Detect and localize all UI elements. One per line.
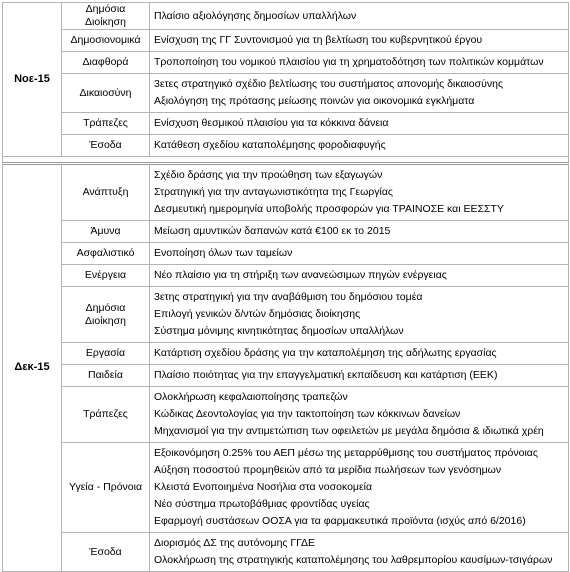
items-cell bbox=[150, 113, 569, 135]
action-item: Αύξηση ποσοστού προμηθειών από τα μερίδια πωλήσεων των γενόσημων bbox=[154, 464, 502, 477]
table-row bbox=[3, 343, 569, 365]
reform-schedule-table bbox=[2, 2, 569, 572]
action-item: Δεσμευτική ημερομηνία υποβολής προσφορών για ΤΡΑΙΝΟΣΕ και ΕΕΣΣΤΥ bbox=[154, 203, 504, 216]
category-label: Ανάπτυξη bbox=[62, 164, 150, 221]
action-item: Πλαίσιο αξιολόγησης δημοσίων υπαλλήλων bbox=[154, 9, 357, 22]
category-label: Άμυνα bbox=[62, 221, 150, 243]
month-label: Νοε-15 bbox=[3, 3, 62, 157]
table-row bbox=[3, 243, 569, 265]
action-item: Σχέδιο δράσης για την προώθηση των εξαγωγών bbox=[154, 169, 383, 182]
action-item: Πλαίσιο ποιότητας για την επαγγελματική εκπαίδευση και κατάρτιση (ΕΕΚ) bbox=[154, 369, 498, 382]
action-item: Στρατηγική για την ανταγωνιστικότητα της Γεωργίας bbox=[154, 186, 393, 199]
action-item: Ολοκλήρωση κεφαλαιοποίησης τραπεζών bbox=[154, 391, 348, 404]
month-label: Δεκ-15 bbox=[3, 164, 62, 572]
items-cell bbox=[150, 164, 569, 221]
action-item: Μηχανισμοί για την αντιμετώπιση των οφειλετών με μεγάλα δημόσια & ιδιωτικά χρέη bbox=[154, 425, 544, 438]
action-item: Κατάθεση σχεδίου καταπολέμησης φοροδιαφυγής bbox=[154, 139, 386, 152]
category-label: Έσοδα bbox=[62, 135, 150, 157]
items-cell bbox=[150, 243, 569, 265]
category-label: Τράπεζες bbox=[62, 113, 150, 135]
action-item: Επιλογή γενικών δ/ντών δημόσιας διοίκησης bbox=[154, 308, 361, 321]
table-row bbox=[3, 113, 569, 135]
table-row bbox=[3, 221, 569, 243]
table-row bbox=[3, 443, 569, 533]
table-row bbox=[3, 164, 569, 221]
items-cell bbox=[150, 3, 569, 30]
items-cell bbox=[150, 265, 569, 287]
group-separator bbox=[3, 157, 569, 164]
action-item: Διορισμός ΔΣ της αυτόνομης ΓΓΔΕ bbox=[154, 537, 316, 550]
table-row bbox=[3, 135, 569, 157]
items-cell bbox=[150, 221, 569, 243]
action-item: Ολοκλήρωση της στρατηγικής καταπολέμησης του λαθρεμπορίου καυσίμων-τσιγάρων bbox=[154, 554, 553, 567]
items-cell bbox=[150, 52, 569, 74]
action-item: 3ετης στρατηγική για την αναβάθμιση του δημόσιου τομέα bbox=[154, 291, 423, 304]
action-item: Εφαρμογή συστάσεων ΟΟΣΑ για τα φαρμακευτικά προϊόντα (ισχύς από 6/2016) bbox=[154, 515, 526, 528]
table-row bbox=[3, 52, 569, 74]
items-cell bbox=[150, 343, 569, 365]
action-item: Ενίσχυση θεσμικού πλαισίου για τα κόκκινα δάνεια bbox=[154, 117, 389, 130]
table-row bbox=[3, 287, 569, 343]
table-row bbox=[3, 365, 569, 387]
action-item: Ενίσχυση της ΓΓ Συντονισμού για τη βελτίωση του κυβερνητικού έργου bbox=[154, 34, 483, 47]
table-row bbox=[3, 533, 569, 572]
items-cell bbox=[150, 30, 569, 52]
category-label: Ενέργεια bbox=[62, 265, 150, 287]
action-item: Αξιολόγηση της πρότασης μείωσης ποινών για οικονομικά εγκλήματα bbox=[154, 95, 475, 108]
items-cell bbox=[150, 387, 569, 443]
category-label: Ασφαλιστικό bbox=[62, 243, 150, 265]
category-label: Δημόσια Διοίκηση bbox=[62, 287, 150, 343]
category-label: Διαφθορά bbox=[62, 52, 150, 74]
action-item: Μείωση αμυντικών δαπανών κατά €100 εκ το 2015 bbox=[154, 225, 391, 238]
action-item: Κλειστά Ενοποιημένα Νοσήλια στα νοσοκομεία bbox=[154, 481, 373, 494]
items-cell bbox=[150, 443, 569, 533]
category-label: Εργασία bbox=[62, 343, 150, 365]
action-item: Ενοποίηση όλων των ταμείων bbox=[154, 247, 293, 260]
category-label: Έσοδα bbox=[62, 533, 150, 572]
action-item: Τροποποίηση του νομικού πλαισίου για τη χρηματοδότηση των πολιτικών κομμάτων bbox=[154, 56, 544, 69]
action-item: Νέο πλαίσιο για τη στήριξη των ανανεώσιμων πηγών ενέργειας bbox=[154, 269, 447, 282]
action-item: Νέο σύστημα πρωτοβάθμιας φροντίδας υγείας bbox=[154, 498, 370, 511]
action-item: Κατάρτιση σχεδίου δράσης για την καταπολέμηση της αδήλωτης εργασίας bbox=[154, 347, 497, 360]
table-row bbox=[3, 30, 569, 52]
action-item: Εξοικονόμηση 0.25% του ΑΕΠ μέσω της μεταρρύθμισης του συστήματος πρόνοιας bbox=[154, 447, 538, 460]
category-label: Τράπεζες bbox=[62, 387, 150, 443]
table-body bbox=[3, 3, 569, 572]
group-separator-cell bbox=[3, 157, 569, 164]
action-item: Κώδικας Δεοντολογίας για την τακτοποίηση των κόκκινων δανείων bbox=[154, 408, 461, 421]
items-cell bbox=[150, 365, 569, 387]
items-cell bbox=[150, 287, 569, 343]
items-cell bbox=[150, 533, 569, 572]
table-row bbox=[3, 387, 569, 443]
action-item: Σύστημα μόνιμης κινητικότητας δημοσίων υπαλλήλων bbox=[154, 325, 404, 338]
table-row bbox=[3, 74, 569, 113]
table-row bbox=[3, 3, 569, 30]
action-item: 3ετες στρατηγικό σχέδιο βελτίωσης του συστήματος απονομής δικαιοσύνης bbox=[154, 78, 504, 91]
table-row bbox=[3, 265, 569, 287]
category-label: Υγεία - Πρόνοια bbox=[62, 443, 150, 533]
category-label: Δικαιοσύνη bbox=[62, 74, 150, 113]
items-cell bbox=[150, 135, 569, 157]
category-label: Παιδεία bbox=[62, 365, 150, 387]
category-label: Δημόσια Διοίκηση bbox=[62, 3, 150, 30]
items-cell bbox=[150, 74, 569, 113]
category-label: Δημοσιονομικά bbox=[62, 30, 150, 52]
